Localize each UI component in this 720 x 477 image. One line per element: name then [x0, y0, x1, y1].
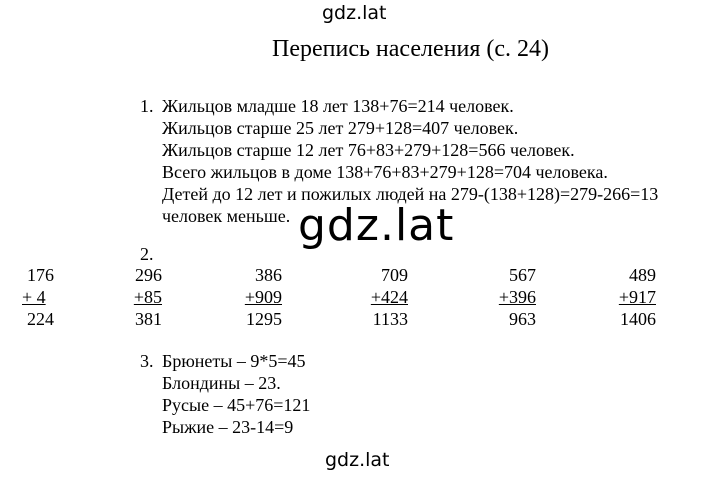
- task1-line: Детей до 12 лет и пожилых людей на 279-(138+128)=279-266=13: [162, 184, 659, 204]
- watermark-bottom: gdz.lat: [325, 449, 390, 471]
- task2-number: 2.: [140, 244, 154, 264]
- task1-line: Жильцов старше 12 лет 76+83+279+128=566 человек.: [162, 140, 575, 160]
- column-addend: +396: [498, 287, 536, 307]
- task1-line: Жильцов старше 25 лет 279+128=407 человек.: [162, 118, 519, 138]
- column-result: 1295: [246, 309, 282, 329]
- task3-line: Блондины – 23.: [162, 373, 281, 393]
- task3-line: Рыжие – 23-14=9: [162, 417, 294, 437]
- task1-line: человек меньше.: [162, 206, 291, 226]
- task1-line: Всего жильцов в доме 138+76+83+279+128=704 человека.: [162, 162, 608, 182]
- column-result: 963: [509, 309, 536, 329]
- column-top-value: 386: [255, 265, 282, 285]
- column-addend: + 4: [22, 287, 46, 307]
- watermark-center: gdz.lat: [298, 200, 455, 251]
- addition-column: [614, 264, 656, 330]
- addition-column: [366, 264, 408, 330]
- task3-number: 3.: [140, 351, 154, 371]
- task3-line: Брюнеты – 9*5=45: [162, 351, 306, 371]
- watermark-top: gdz.lat: [322, 2, 387, 24]
- task1-line: Жильцов младше 18 лет 138+76=214 человек.: [162, 96, 514, 116]
- addition-column: [240, 264, 282, 330]
- column-result: 1406: [620, 309, 656, 329]
- addition-column: [130, 264, 162, 330]
- column-top-value: 709: [381, 265, 408, 285]
- column-top-value: 489: [629, 265, 656, 285]
- addition-column: [494, 264, 536, 330]
- page-title: Перепись населения (с. 24): [272, 36, 550, 62]
- column-addend: +917: [618, 287, 656, 307]
- column-result: 381: [135, 309, 162, 329]
- column-addend: +424: [370, 287, 408, 307]
- column-result: 1133: [372, 309, 408, 329]
- column-addend: +85: [133, 287, 162, 307]
- column-result: 224: [27, 309, 54, 329]
- column-top-value: 176: [27, 265, 54, 285]
- addition-column: [22, 264, 54, 330]
- task1-number: 1.: [140, 96, 154, 116]
- column-addend: +909: [244, 287, 282, 307]
- task3-line: Русые – 45+76=121: [162, 395, 311, 415]
- column-top-value: 296: [135, 265, 162, 285]
- column-top-value: 567: [509, 265, 536, 285]
